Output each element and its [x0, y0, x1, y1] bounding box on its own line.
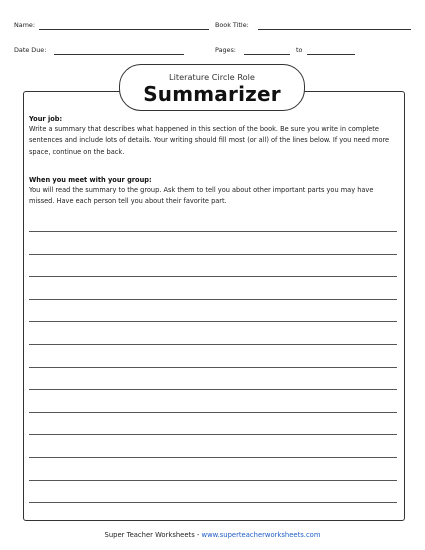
book-title-field[interactable]: [258, 29, 411, 30]
writing-line[interactable]: [29, 389, 397, 390]
writing-line[interactable]: [29, 254, 397, 255]
pages-to-label: to: [296, 46, 303, 54]
book-title-label: Book Title:: [215, 21, 249, 29]
writing-line[interactable]: [29, 321, 397, 322]
date-due-field[interactable]: [54, 54, 184, 55]
role-badge: [119, 64, 305, 111]
writing-line[interactable]: [29, 412, 397, 413]
writing-line[interactable]: [29, 299, 397, 300]
name-field[interactable]: [39, 29, 209, 30]
job-heading: Your job:: [29, 115, 63, 123]
pages-label: Pages:: [215, 46, 236, 54]
group-heading: When you meet with your group:: [29, 176, 152, 184]
writing-line[interactable]: [29, 367, 397, 368]
pages-start-field[interactable]: [244, 54, 290, 55]
writing-line[interactable]: [29, 502, 397, 503]
footer-brand: Super Teacher Worksheets: [104, 531, 195, 539]
role-title: Summarizer: [143, 82, 281, 106]
footer-url[interactable]: www.superteacherworksheets.com: [201, 531, 321, 539]
footer: [0, 531, 425, 539]
writing-line[interactable]: [29, 344, 397, 345]
writing-line[interactable]: [29, 276, 397, 277]
writing-line[interactable]: [29, 457, 397, 458]
pages-end-field[interactable]: [307, 54, 355, 55]
name-label: Name:: [14, 21, 36, 29]
writing-line[interactable]: [29, 480, 397, 481]
writing-line[interactable]: [29, 231, 397, 232]
job-instructions: Write a summary that describes what happened in this section of the book. Be sure you write in complete sentences and include lots of details. Your writing should fill most (or all) of the lines below. If you need more space, continue on the back.: [29, 125, 390, 156]
date-due-label: Date Due:: [14, 46, 47, 54]
group-instructions: You will read the summary to the group. Ask them to tell you about other important parts you may have missed. Have each person tell you about their favorite part.: [29, 186, 374, 206]
role-subtitle: Literature Circle Role: [169, 72, 255, 82]
footer-separator: -: [194, 531, 202, 539]
writing-line[interactable]: [29, 434, 397, 435]
